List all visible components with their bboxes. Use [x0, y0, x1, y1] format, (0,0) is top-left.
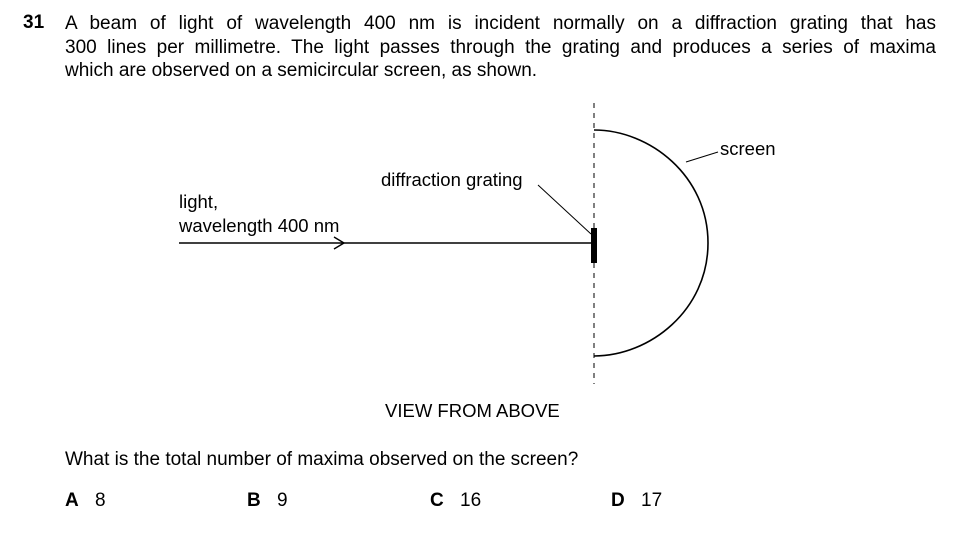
option-a[interactable]	[65, 490, 106, 512]
stem-line-1: A beam of light of wavelength 400 nm is incident normally on a diffraction grating that has	[65, 13, 936, 34]
option-c-value: 16	[460, 490, 482, 511]
question-prompt: What is the total number of maxima observed on the screen?	[65, 449, 579, 470]
question-number: 31	[23, 12, 45, 33]
option-c[interactable]	[430, 490, 481, 512]
option-d-letter: D	[611, 490, 625, 511]
light-label-line-1: light,	[179, 191, 219, 212]
screen-leader-line	[686, 152, 718, 162]
stem-line-3: which are observed on a semicircular screen, as shown.	[65, 60, 538, 81]
semicircular-screen	[594, 130, 708, 356]
grating-leader-line	[538, 185, 591, 234]
screen-label: screen	[720, 138, 776, 159]
option-b-value: 9	[277, 490, 288, 511]
light-label-line-2: wavelength 400 nm	[179, 215, 340, 236]
diffraction-grating	[591, 228, 597, 263]
option-b[interactable]	[247, 490, 288, 512]
stem-line-2: 300 lines per millimetre. The light passes through the grating and produces a series of maxima	[65, 36, 936, 58]
option-a-letter: A	[65, 490, 79, 511]
option-b-letter: B	[247, 490, 261, 511]
option-a-value: 8	[95, 490, 106, 511]
view-caption: VIEW FROM ABOVE	[385, 400, 560, 421]
option-d[interactable]	[611, 490, 662, 512]
option-c-letter: C	[430, 490, 444, 511]
grating-label: diffraction grating	[381, 169, 523, 190]
option-d-value: 17	[641, 490, 663, 511]
